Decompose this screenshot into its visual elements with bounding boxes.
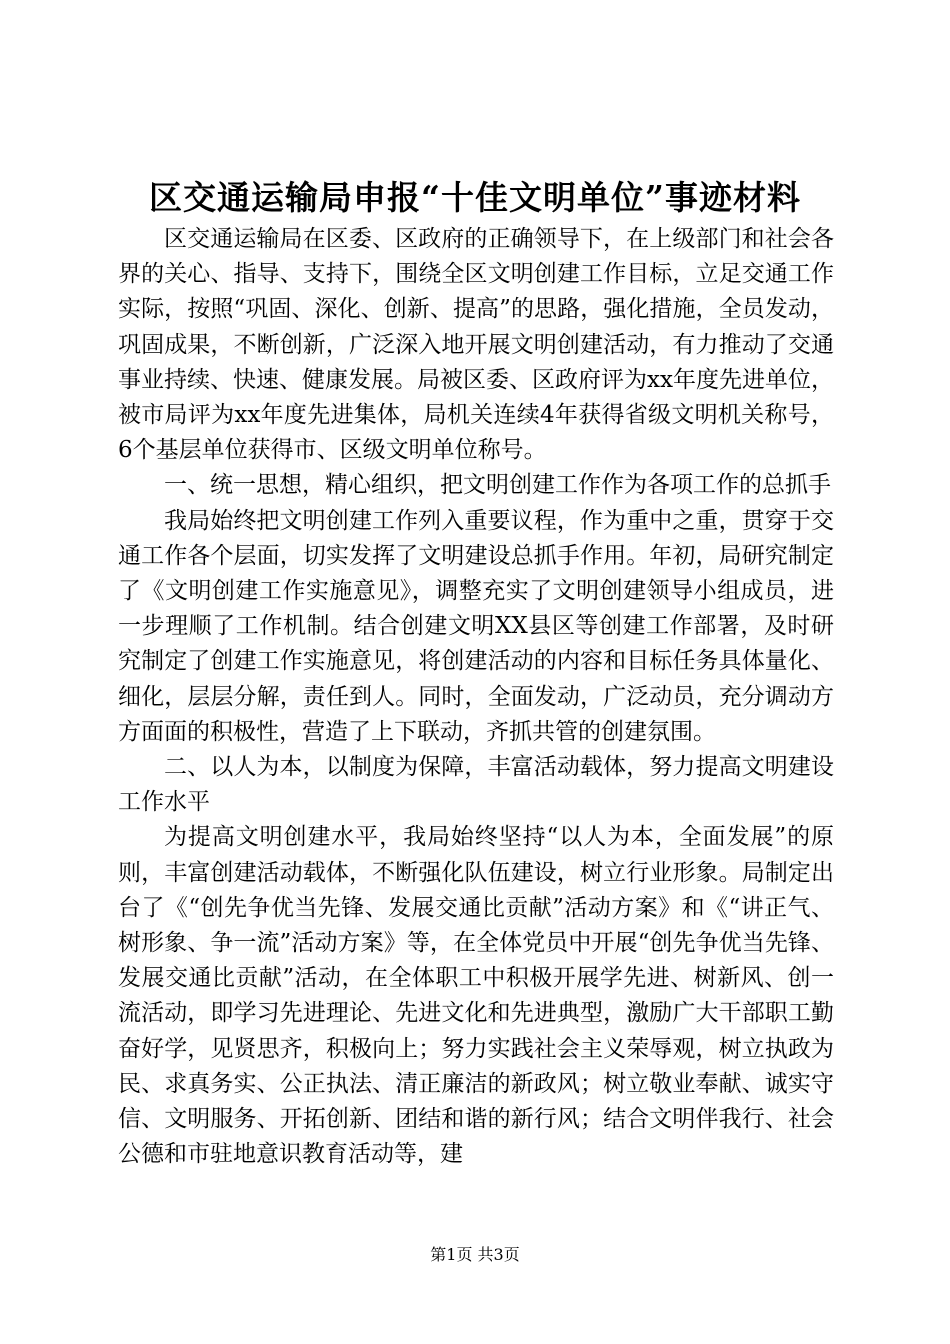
paragraph-intro: 区交通运输局在区委、区政府的正确领导下，在上级部门和社会各界的关心、指导、支持下，围绕全区文明创建工作目标，立足交通工作实际，按照“巩固、深化、创新、提高”的思路，强化措施，全员发动，巩固成果，不断创新，广泛深入地开展文明创建活动，有力推动了交通事业持续、快速、健康发展。局被区委、区政府评为xx年度先进单位，被市局评为xx年度先进集体，局机关连续4年获得省级文明机关称号，6个基层单位获得市、区级文明单位称号。 xyxy=(118,226,834,464)
section-heading-1: 一、统一思想，精心组织，把文明创建工作作为各项工作的总抓手 xyxy=(164,472,831,499)
document-title: 区交通运输局申报“十佳文明单位”事迹材料 xyxy=(149,178,801,217)
paragraph-section-2: 为提高文明创建水平，我局始终坚持“以人为本，全面发展”的原则，丰富创建活动载体，不断强化队伍建设，树立行业形象。局制定出台了《“创先争优当先锋、发展交通比贡献”活动方案》和《“讲正气、树形象、争一流”活动方案》等，在全体党员中开展“创先争优当先锋、发展交通比贡献”活动，在全体职工中积极开展学先进、树新风、创一流活动，即学习先进理论、先进文化和先进典型，激励广大干部职工勤奋好学，见贤思齐，积极向上；努力实践社会主义荣辱观，树立执政为民、求真务实、公正执法、清正廉洁的新政风；树立敬业奉献、诚实守信、文明服务、开拓创新、团结和谐的新行风；结合文明伴我行、社会公德和市驻地意识教育活动等，建 xyxy=(118,824,834,1168)
document-body xyxy=(118,222,834,1172)
section-heading-2: 二、以人为本，以制度为保障，丰富活动载体，努力提高文明建设工作水平 xyxy=(118,754,834,816)
page-number-footer: 第1页 共3页 xyxy=(430,1245,520,1264)
paragraph-section-1: 我局始终把文明创建工作列入重要议程，作为重中之重，贯穿于交通工作各个层面，切实发挥了文明建设总抓手作用。年初，局研究制定了《文明创建工作实施意见》，调整充实了文明创建领导小组成员，进一步理顺了工作机制。结合创建文明XX县区等创建工作部署，及时研究制定了创建工作实施意见，将创建活动的内容和目标任务具体量化、细化，层层分解，责任到人。同时，全面发动，广泛动员，充分调动方方面面的积极性，营造了上下联动，齐抓共管的创建氛围。 xyxy=(118,507,834,745)
